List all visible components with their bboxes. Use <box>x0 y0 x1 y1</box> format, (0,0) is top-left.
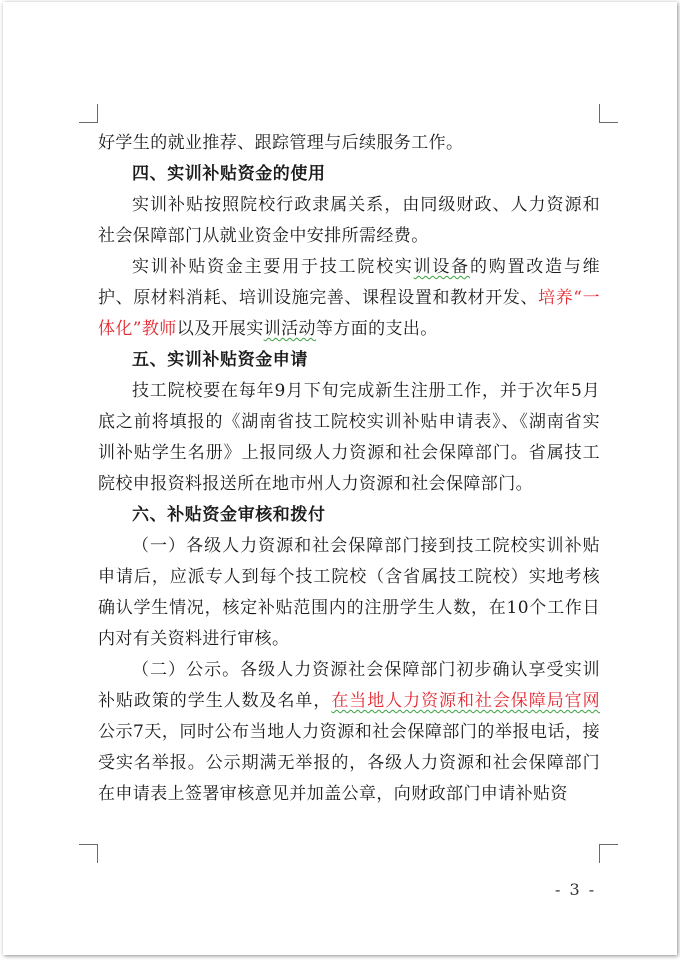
page-number: - 3 - <box>555 880 597 899</box>
red-highlight-text: 培养“一体化”教师 <box>98 288 600 339</box>
corner-mark-top-right <box>599 104 618 123</box>
document-body <box>98 128 600 810</box>
corner-mark-bottom-right <box>599 844 618 863</box>
section-heading-4: 四、实训补贴资金的使用 <box>132 164 326 184</box>
paragraph-continuation: 好学生的就业推荐、跟踪管理与后续服务工作。 <box>98 133 464 153</box>
paragraph-publicity: （二）公示。各级人力资源社会保障部门初步确认享受实训补贴政策的学生人数及名单，在当地人力资源和社会保障局官网公示7天，同时公布当地人力资源和社会保障部门的举报电话，接受实名举报。公示期满无举报的，各级人力资源和社会保障部门在申请表上签署审核意见并加盖公章，向财政部门申请补贴资 <box>98 660 600 804</box>
red-highlight-text: 在当地人力资源和社会保障局官网 <box>331 691 600 711</box>
paragraph-funding-usage: 实训补贴资金主要用于技工院校实训设备的购置改造与维护、原材料消耗、培训设施完善、课程设置和教材开发、培养“一体化”教师以及开展实训活动等方面的支出。 <box>98 257 600 339</box>
section-heading-6: 六、补贴资金审核和拨付 <box>132 505 326 525</box>
paragraph-application: 技工院校要在每年9月下旬完成新生注册工作，并于次年5月底之前将填报的《湖南省技工院校实训补贴申请表》、《湖南省实训补贴学生名册》上报同级人力资源和社会保障部门。省属技工院校申报资料报送所在地市州人力资源和社会保障部门。 <box>98 381 600 494</box>
paragraph-funding-source: 实训补贴按照院校行政隶属关系，由同级财政、人力资源和社会保障部门从就业资金中安排所需经费。 <box>98 195 600 246</box>
document-page <box>3 2 677 955</box>
corner-mark-top-left <box>79 104 98 123</box>
corner-mark-bottom-left <box>79 844 98 863</box>
spellcheck-underline: 训活动 <box>263 319 316 339</box>
spellcheck-underline: 训设备 <box>413 257 470 277</box>
paragraph-review: （一）各级人力资源和社会保障部门接到技工院校实训补贴申请后，应派专人到每个技工院校（含省属技工院校）实地考核确认学生情况，核定补贴范围内的注册学生人数，在10个工作日内对有关资料进行审核。 <box>98 536 600 649</box>
section-heading-5: 五、实训补贴资金申请 <box>132 350 308 370</box>
